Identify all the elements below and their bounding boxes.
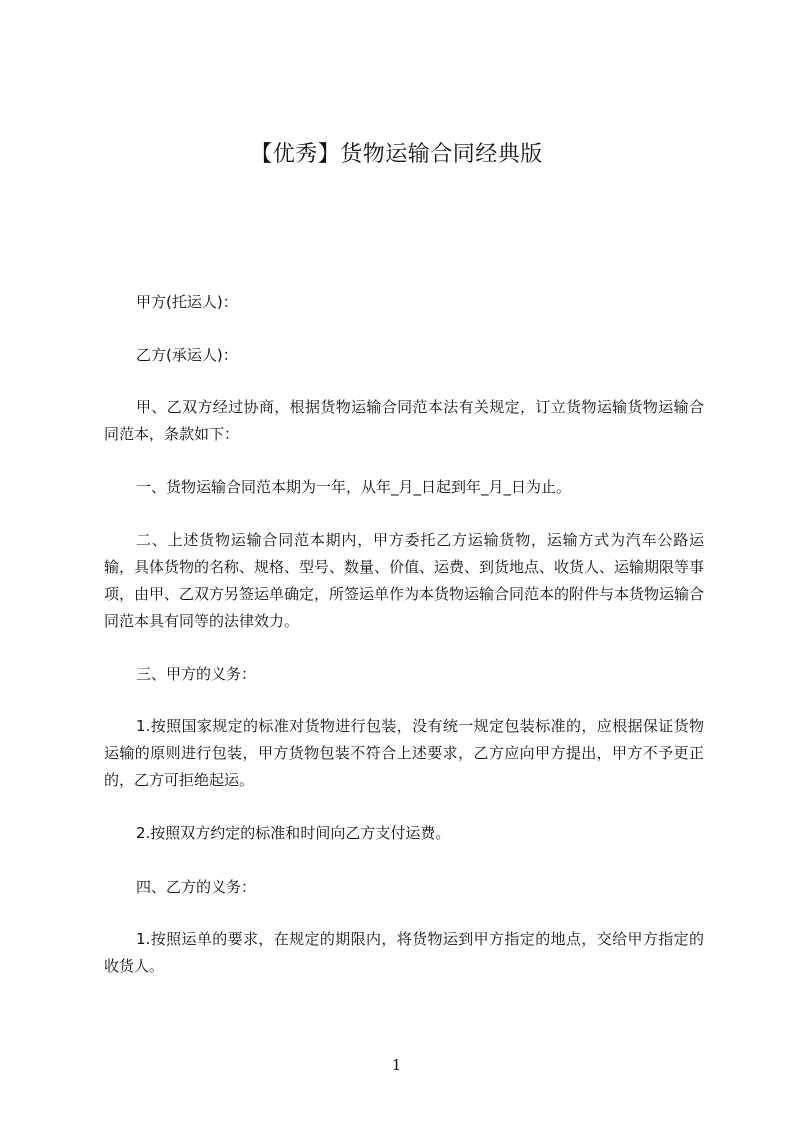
intro-paragraph: 甲、乙双方经过协商，根据货物运输合同范本法有关规定，订立货物运输货物运输合同范本，条款如下： [104,398,704,443]
clause-3-item-1: 1.按照国家规定的标准对货物进行包装，没有统一规定包装标准的，应根据保证货物运输的原则进行包装，甲方货物包装不符合上述要求，乙方应向甲方提出，甲方不予更正的，乙方可拒绝起运。 [104,717,704,789]
clause-4-heading: 四、乙方的义务： [136,878,257,896]
clause-1-paragraph: 一、货物运输合同范本期为一年，从年_月_日起到年_月_日为止。 [136,478,572,496]
clause-3-item-2: 2.按照双方约定的标准和时间向乙方支付运费。 [136,824,451,842]
clause-4-item-1: 1.按照运单的要求，在规定的期限内，将货物运到甲方指定的地点，交给甲方指定的收货人。 [104,930,704,975]
party-a-line: 甲方(托运人)： [136,293,238,311]
document-title: 【优秀】货物运输合同经典版 [250,142,543,167]
page-number: 1 [391,1056,402,1074]
party-b-line: 乙方(承运人)： [136,346,238,364]
clause-2-paragraph: 二、上述货物运输合同范本期内，甲方委托乙方运输货物，运输方式为汽车公路运输，具体货物的名称、规格、型号、数量、价值、运费、到货地点、收货人、运输期限等事项，由甲、乙双方另签运单确定，所签运单作为本货物运输合同范本的附件与本货物运输合同范本具有同等的法律效力。 [104,531,705,630]
clause-3-heading: 三、甲方的义务： [136,665,257,683]
